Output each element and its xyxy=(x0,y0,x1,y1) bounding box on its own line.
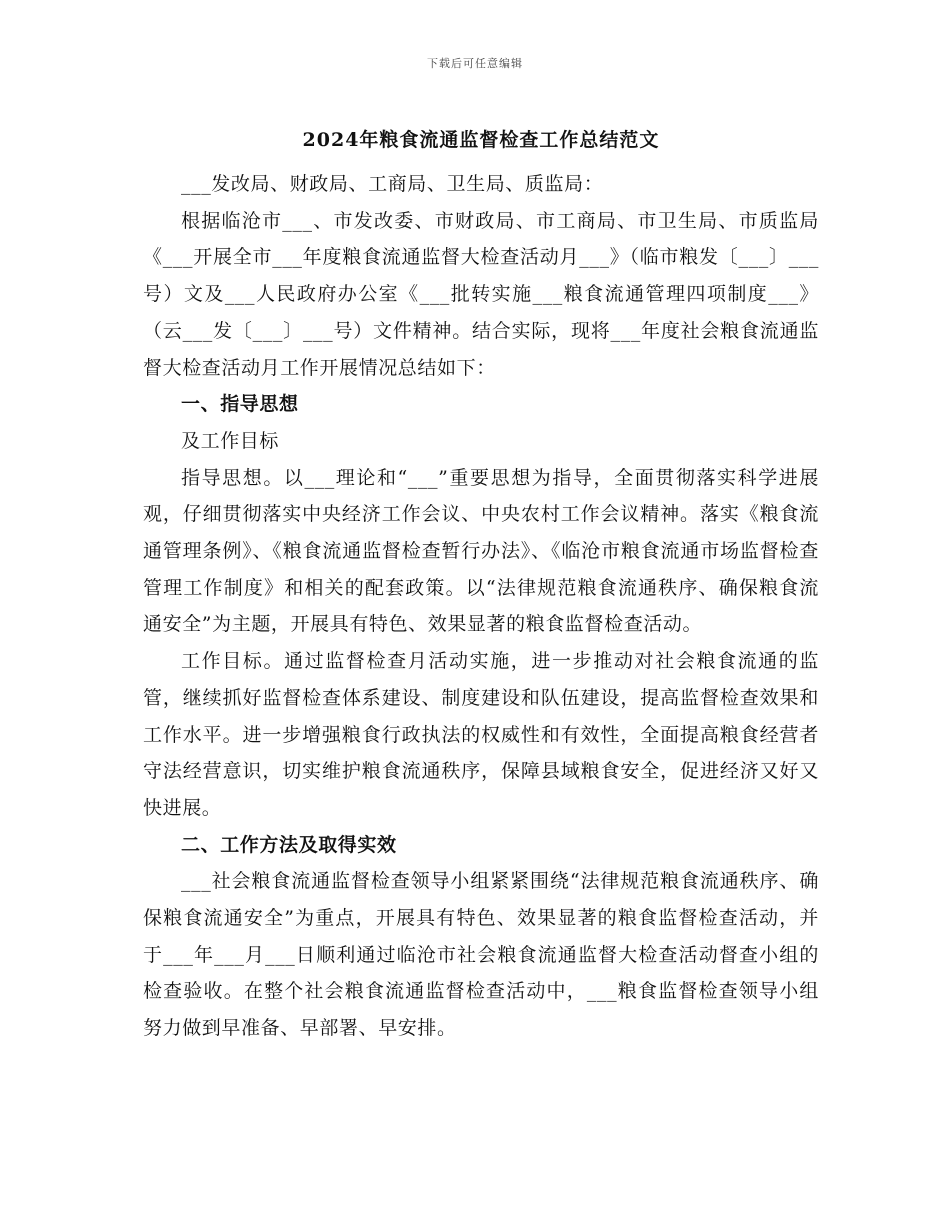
header-note: 下载后可任意编辑 xyxy=(427,57,523,70)
section1-subheading: 及工作目标 xyxy=(181,429,280,452)
section1-paragraph-guiding: 指导思想。以___理论和“___”重要思想为指导，全面贯彻落实科学进展观，仔细贯彻落实中央经济工作会议、中央农村工作会议精神。落实《粮食流通管理条例》、《粮食流通监督检查暂行办法》、《临沧市粮食流通市场监督检查管理工作制度》和相关的配套政策。以“法律规范粮食流通秩序、确保粮食流通安全”为主题，开展具有特色、效果显著的粮食监督检查活动。 xyxy=(143,466,819,636)
salutation: ___发改局、财政局、工商局、卫生局、质监局： xyxy=(181,173,604,195)
section2-paragraph: ___社会粮食流通监督检查领导小组紧紧围绕“法律规范粮食流通秩序、确保粮食流通安全”为重点，开展具有特色、效果显著的粮食监督检查活动，并于___年___月___日顺利通过临沧市社会粮食流通监督大检查活动督查小组的检查验收。在整个社会粮食流通监督检查活动中，___粮食监督检查领导小组努力做到早准备、早部署、早安排。 xyxy=(143,870,819,1040)
section1-heading: 一、指导思想 xyxy=(181,393,299,416)
section1-paragraph-goals: 工作目标。通过监督检查月活动实施，进一步推动对社会粮食流通的监管，继续抓好监督检查体系建设、制度建设和队伍建设，提高监督检查效果和工作水平。进一步增强粮食行政执法的权威性和有效性，全面提高粮食经营者守法经营意识，切实维护粮食流通秩序，保障县域粮食安全，促进经济又好又快进展。 xyxy=(143,650,819,819)
document-title: 2024年粮食流通监督检查工作总结范文 xyxy=(302,129,660,151)
intro-paragraph: 根据临沧市___、市发改委、市财政局、市工商局、市卫生局、市质监局《___开展全市___年度粮食流通监督大检查活动月___》（临市粮发〔___〕___号）文及___人民政府办公室《___批转实施___粮食流通管理四项制度___》（云___发〔___〕___号）文件精神。结合实际，现将___年度社会粮食流通监督大检查活动月工作开展情况总结如下： xyxy=(143,209,819,379)
section2-heading: 二、工作方法及取得实效 xyxy=(181,833,397,856)
document-body xyxy=(143,120,819,1047)
